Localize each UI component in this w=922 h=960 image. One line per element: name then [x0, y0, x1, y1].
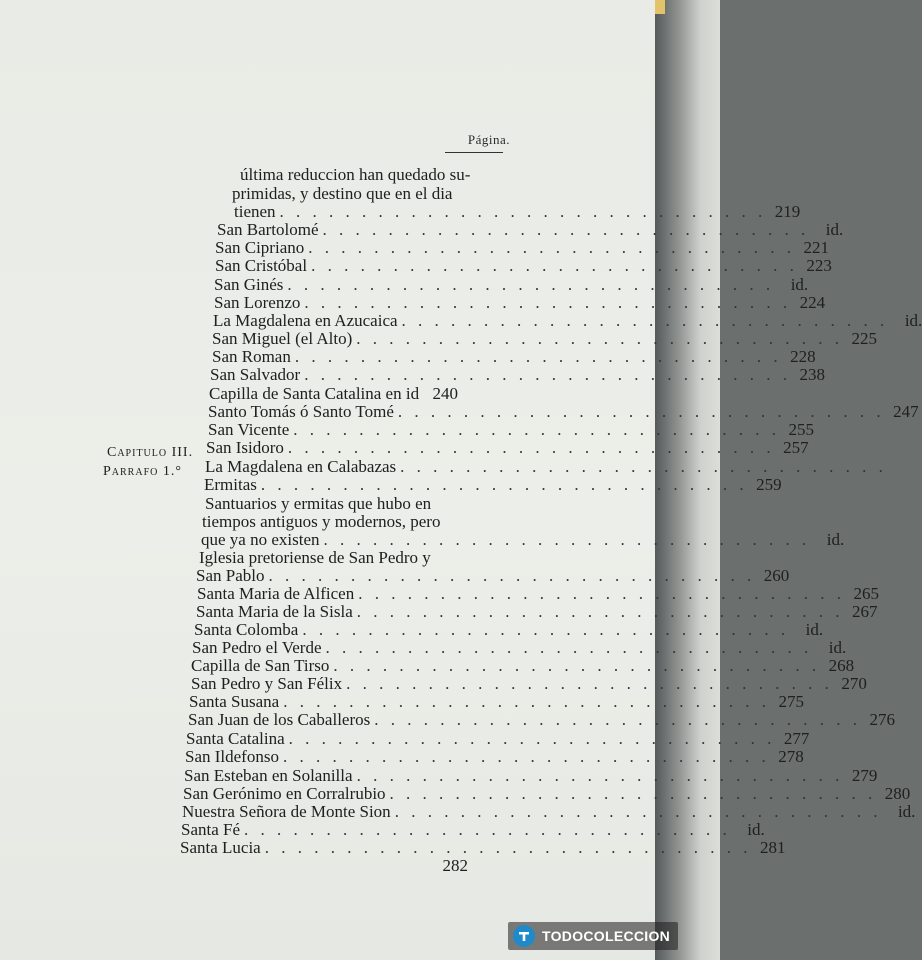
- header-rule: [445, 152, 503, 153]
- toc-entry: [208, 420, 815, 440]
- toc-page-number: 257: [783, 438, 809, 457]
- toc-entry-title: última reduccion han quedado su-: [240, 165, 471, 184]
- toc-entry-title: Capilla de Santa Catalina en id: [209, 384, 420, 403]
- dot-leader: . . . . . . . . . . . . . . . . . . . . . . . . . . . . . .: [397, 402, 885, 421]
- dot-leader: . . . . . . . . . . . . . . . . . . . . . . . . . . . . . .: [346, 674, 833, 693]
- dot-leader: . . . . . . . . . . . . . . . . . . . . . . . . . . . . . .: [264, 838, 752, 857]
- toc-entry-title: San Pedro el Verde: [192, 638, 322, 657]
- toc-entry: [208, 402, 919, 422]
- dot-leader: . . . . . . . . . . . . . . . . . . . . . . . . . . . . . .: [294, 347, 782, 366]
- dot-leader: . . . . . . . . . . . . . . . . . . . . . . . . . . . . . .: [304, 365, 791, 384]
- toc-entry: [181, 820, 765, 840]
- toc-page-number: 281: [759, 838, 786, 857]
- toc-page-number: 267: [852, 602, 878, 621]
- toc-page-number: 238: [799, 365, 825, 384]
- dot-leader: . . . . . . . . . . . . . . . . . . . . . . . . . . . . . .: [358, 584, 845, 603]
- dot-leader: . . . . . . . . . . . . . . . . . . . . . . . . . . . . . .: [283, 692, 770, 711]
- toc-page-number: 275: [778, 692, 804, 711]
- toc-entry-title: tienen: [234, 202, 276, 221]
- toc-entry-title: Santa Catalina: [186, 729, 285, 748]
- dot-leader: . . . . . . . . . . . . . . . . . . . . . . . . . . . . . .: [287, 438, 775, 457]
- toc-page-number: 278: [778, 747, 804, 766]
- toc-entry: [212, 329, 877, 349]
- toc-entry: [180, 838, 786, 858]
- toc-entry: [192, 638, 847, 658]
- toc-entry: [196, 602, 878, 622]
- toc-entry: [184, 766, 878, 786]
- chapter-label: Capitulo III.: [107, 445, 194, 460]
- toc-entry: [214, 293, 826, 313]
- toc-page-number: 240: [432, 384, 458, 403]
- toc-page-number: 280: [884, 784, 911, 803]
- toc-entry-title: San Cipriano: [215, 238, 305, 257]
- paragraph-label: Parrafo 1.°: [103, 464, 182, 479]
- dot-leader: . . . . . . . . . . . . . . . . . . . . . . . . . . . . . .: [356, 766, 844, 785]
- dot-leader: . . . . . . . . . . . . . . . . . . . . . . . . . . . . . .: [308, 238, 795, 257]
- toc-entry-title: Santa Colomba: [194, 620, 299, 639]
- toc-page-number: id.: [805, 620, 824, 639]
- toc-entry-title: Santa Susana: [189, 692, 280, 711]
- toc-entry-title: San Pablo: [196, 566, 265, 585]
- toc-entry-title: Santa Maria de Alficen: [197, 584, 355, 603]
- dot-leader: . . . . . . . . . . . . . . . . . . . . . . . . . . . . . .: [287, 275, 775, 294]
- toc-entry-title: Ermitas: [204, 475, 257, 494]
- toc-entry: [215, 256, 832, 276]
- toc-page-number: 268: [828, 656, 855, 675]
- toc-entry: [215, 238, 829, 258]
- toc-entry-title: San Roman: [212, 347, 291, 366]
- dot-leader: . . . . . . . . . . . . . . . . . . . . . . . . . . . . . .: [260, 475, 748, 494]
- toc-entry-title: San Isidoro: [206, 438, 284, 457]
- toc-entry: [212, 347, 816, 367]
- dot-leader: . . . . . . . . . . . . . . . . . . . . . . . . . . . . . .: [311, 256, 798, 275]
- toc-entry: [191, 674, 867, 694]
- dot-leader: . . . . . . . . . . . . . . . . . . . . . . . . . . . . . .: [401, 311, 889, 330]
- dot-leader: . . . . . . . . . . . . . . . . . . . . . . . . . . . . . .: [333, 656, 821, 675]
- dot-leader: . . . . . . . . . . . . . . . . . . . . . . . . . . . . . .: [394, 802, 882, 821]
- toc-page-number: 265: [853, 584, 879, 603]
- toc-page-number: 260: [763, 566, 790, 585]
- toc-entry: [209, 384, 458, 404]
- toc-entry: [240, 165, 500, 185]
- dot-leader: . . . . . . . . . . . . . . . . . . . . . . . . . . . . . .: [356, 602, 844, 621]
- toc-entry: [204, 475, 782, 495]
- toc-page-number: 282: [442, 856, 468, 875]
- toc-page-number: id.: [904, 311, 922, 330]
- dot-leader: [423, 384, 424, 404]
- toc-entry: [183, 784, 911, 804]
- toc-entry-title: San Ildefonso: [185, 747, 279, 766]
- dot-leader: . . . . . . . . . . . . . . . . . . . . . . . . . . . . . .: [389, 784, 877, 803]
- toc-entry-title: San Miguel (el Alto): [212, 329, 353, 348]
- dot-leader: . . . . . . . . . . . . . . . . . . . . . . . . . . . . . .: [279, 202, 767, 221]
- toc-entry: [191, 656, 855, 676]
- toc-page-number: id.: [747, 820, 765, 839]
- watermark-text: TODOCOLECCION: [542, 928, 671, 944]
- toc-entry-title: Santo Tomás ó Santo Tomé: [208, 402, 394, 421]
- toc-entry: [217, 220, 844, 240]
- dot-leader: . . . . . . . . . . . . . . . . . . . . . . . . . . . . . .: [244, 820, 731, 839]
- toc-page-number: 221: [803, 238, 829, 257]
- toc-entry-title: San Juan de los Caballeros: [188, 710, 371, 729]
- watermark: [508, 922, 678, 950]
- toc-page-number: id.: [828, 638, 847, 657]
- toc-entry-title: San Cristóbal: [215, 256, 308, 275]
- dot-leader: . . . . . . . . . . . . . . . . . . . . . . . . . . . . . .: [400, 457, 887, 476]
- toc-entry: [202, 512, 460, 532]
- toc-page-number: 255: [788, 420, 815, 439]
- toc-page-number: 247: [893, 402, 919, 421]
- toc-entry-title: San Bartolomé: [217, 220, 319, 239]
- toc-entry: [186, 729, 810, 749]
- toc-page-number: id.: [825, 220, 844, 239]
- toc-entry-title: Nuestra Señora de Monte Sion: [182, 802, 391, 821]
- toc-entry-title: San Pedro y San Félix: [191, 674, 343, 693]
- toc-page-number: 259: [756, 475, 782, 494]
- toc-entry: [189, 692, 804, 712]
- toc-page-number: 277: [783, 729, 810, 748]
- toc-entry-title: que ya no existen: [201, 530, 320, 549]
- todocoleccion-logo-icon: [512, 924, 536, 948]
- dot-leader: . . . . . . . . . . . . . . . . . . . . . . . . . . . . . .: [356, 329, 843, 348]
- dot-leader: . . . . . . . . . . . . . . . . . . . . . . . . . . . . . .: [282, 747, 770, 766]
- page-corner: [655, 0, 665, 14]
- toc-entry-title: San Ginés: [214, 275, 284, 294]
- toc-page-number: 276: [869, 710, 895, 729]
- toc-page-number: id.: [826, 530, 845, 549]
- toc-entry-title: San Vicente: [208, 420, 290, 439]
- toc-page-number: 219: [774, 202, 801, 221]
- dot-leader: . . . . . . . . . . . . . . . . . . . . . . . . . . . . . .: [302, 620, 790, 639]
- toc-page-number: 225: [851, 329, 877, 348]
- toc-entry: [234, 202, 801, 222]
- toc-entry: [188, 710, 895, 730]
- toc-page-number: 228: [790, 347, 816, 366]
- toc-entry-title: Capilla de San Tirso: [191, 656, 330, 675]
- toc-entry-title: tiempos antiguos y modernos, pero: [202, 512, 441, 531]
- toc-entry-title: Santa Lucia: [180, 838, 261, 857]
- toc-entry: [196, 566, 790, 586]
- toc-page-number: 224: [799, 293, 826, 312]
- toc-entry: [214, 275, 809, 295]
- toc-page-number: 270: [841, 674, 867, 693]
- toc-entry: [206, 438, 809, 458]
- dot-leader: . . . . . . . . . . . . . . . . . . . . . . . . . . . . . .: [322, 220, 810, 239]
- toc-page-number: id.: [897, 802, 916, 821]
- toc-entry: [182, 802, 916, 822]
- toc-entry-title: San Lorenzo: [214, 293, 301, 312]
- toc-entry-title: La Magdalena en Calabazas: [205, 457, 397, 476]
- dot-leader: . . . . . . . . . . . . . . . . . . . . . . . . . . . . . .: [293, 420, 781, 439]
- toc-entry: [205, 457, 887, 477]
- page-column-header: Página.: [467, 132, 510, 147]
- dot-leader: . . . . . . . . . . . . . . . . . . . . . . . . . . . . . .: [268, 566, 756, 585]
- toc-entry-title: San Esteban en Solanilla: [184, 766, 353, 785]
- dot-leader: . . . . . . . . . . . . . . . . . . . . . . . . . . . . . .: [323, 530, 811, 549]
- dot-leader: . . . . . . . . . . . . . . . . . . . . . . . . . . . . . .: [288, 729, 776, 748]
- toc-entry: [199, 548, 458, 568]
- toc-entry-title: San Salvador: [210, 365, 301, 384]
- toc-page-number: 223: [806, 256, 832, 275]
- toc-entry: [430, 856, 468, 876]
- toc-entry-title: Santuarios y ermitas que hubo en: [205, 494, 432, 513]
- toc-entry: [210, 365, 825, 385]
- toc-entry-title: San Gerónimo en Corralrubio: [183, 784, 386, 803]
- toc-entry-title: La Magdalena en Azucaica: [213, 311, 398, 330]
- dot-leader: . . . . . . . . . . . . . . . . . . . . . . . . . . . . . .: [304, 293, 792, 312]
- toc-page-number: 279: [851, 766, 878, 785]
- dot-leader: . . . . . . . . . . . . . . . . . . . . . . . . . . . . . .: [325, 638, 813, 657]
- toc-page-number: id.: [790, 275, 809, 294]
- toc-entry-title: Santa Fé: [181, 820, 241, 839]
- toc-entry: [232, 184, 500, 204]
- toc-entry-title: Iglesia pretoriense de San Pedro y: [199, 548, 431, 567]
- toc-entry-title: Santa Maria de la Sisla: [196, 602, 353, 621]
- toc-entry: [185, 747, 804, 767]
- toc-entry-title: primidas, y destino que en el dia: [232, 184, 453, 203]
- toc-entry: [213, 311, 922, 331]
- toc-entry: [197, 584, 879, 604]
- toc-entry: [194, 620, 824, 640]
- dot-leader: . . . . . . . . . . . . . . . . . . . . . . . . . . . . . .: [374, 710, 861, 729]
- toc-entry: [205, 494, 460, 514]
- toc-entry: [201, 530, 845, 550]
